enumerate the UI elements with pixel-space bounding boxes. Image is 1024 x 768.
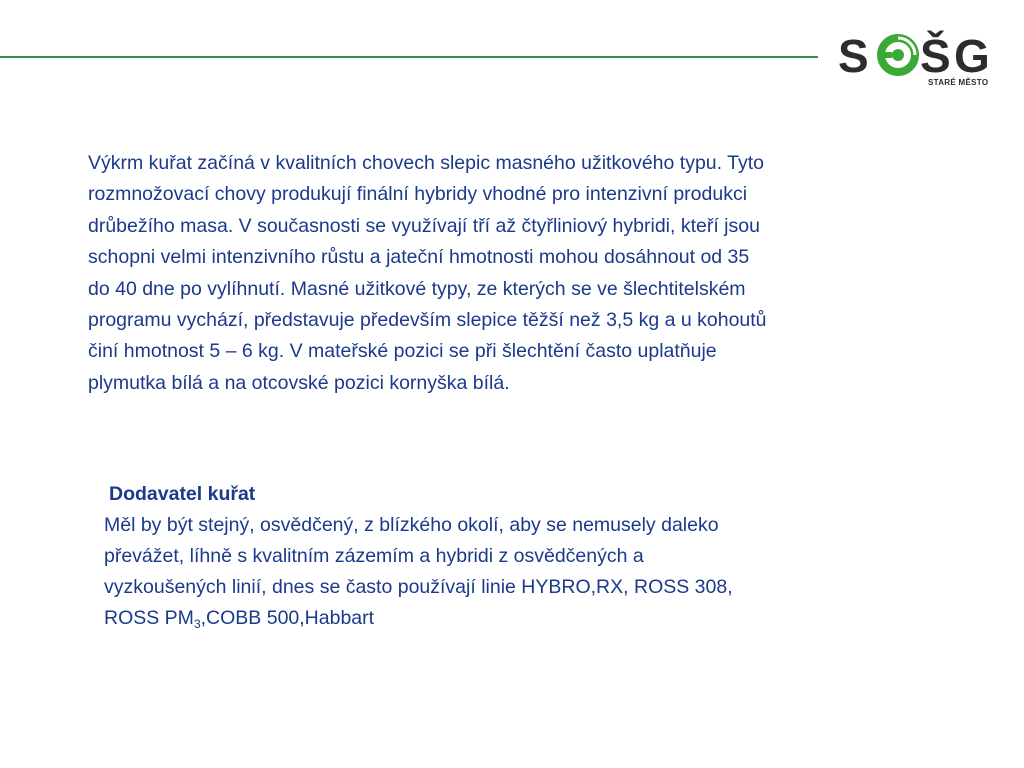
logo-letter-g: G [954, 30, 990, 78]
header-rule [0, 56, 818, 58]
paragraph-line: činí hmotnost 5 – 6 kg. V mateřské pozici se při šlechtění často uplatňuje [88, 340, 717, 363]
supplier-section [104, 479, 864, 634]
paragraph-line: do 40 dne po vylíhnutí. Masné užitkové typy, ze kterých se ve šlechtitelském [88, 277, 746, 300]
paragraph-line: drůbežího masa. V současnosti se využívají tří až čtyřliniový hybridi, kteří jsou [88, 214, 760, 237]
paragraph-line: plymutka bílá a na otcovské pozici kornyška bílá. [88, 371, 510, 394]
logo-mark [836, 26, 996, 78]
main-paragraph [88, 148, 908, 399]
supplier-last-subscript: 3 [193, 617, 201, 631]
paragraph-line: programu vychází, představuje především slepice těžší než 3,5 kg a u kohoutů [88, 309, 767, 332]
paragraph-line: Výkrm kuřat začíná v kvalitních chovech slepic masného užitkového typu. Tyto [88, 152, 764, 174]
supplier-line: Měl by být stejný, osvědčený, z blízkého okolí, aby se nemusely daleko [104, 514, 719, 536]
green-swirl-o-icon [878, 38, 915, 72]
supplier-heading: Dodavatel kuřat [109, 483, 256, 505]
logo-subtitle: STARÉ MĚSTO [928, 78, 989, 87]
logo-letter-s: S [838, 30, 869, 78]
paragraph-line: schopni velmi intenzivního růstu a jateční hmotnosti mohou dosáhnout od 35 [88, 246, 750, 269]
supplier-last-prefix: ROSS PM [104, 607, 194, 629]
logo-letter-s-caron: Š [920, 30, 951, 78]
supplier-last-line [104, 607, 374, 629]
school-logo [836, 26, 996, 90]
supplier-last-suffix: ,COBB 500,Habbart [200, 607, 375, 629]
supplier-line: vyzkoušených linií, dnes se často používají linie HYBRO,RX, ROSS 308, [104, 576, 733, 598]
supplier-line: převážet, líhně s kvalitním zázemím a hybridi z osvědčených a [104, 545, 644, 567]
paragraph-line: rozmnožovací chovy produkují finální hybridy vhodné pro intenzivní produkci [88, 183, 748, 206]
